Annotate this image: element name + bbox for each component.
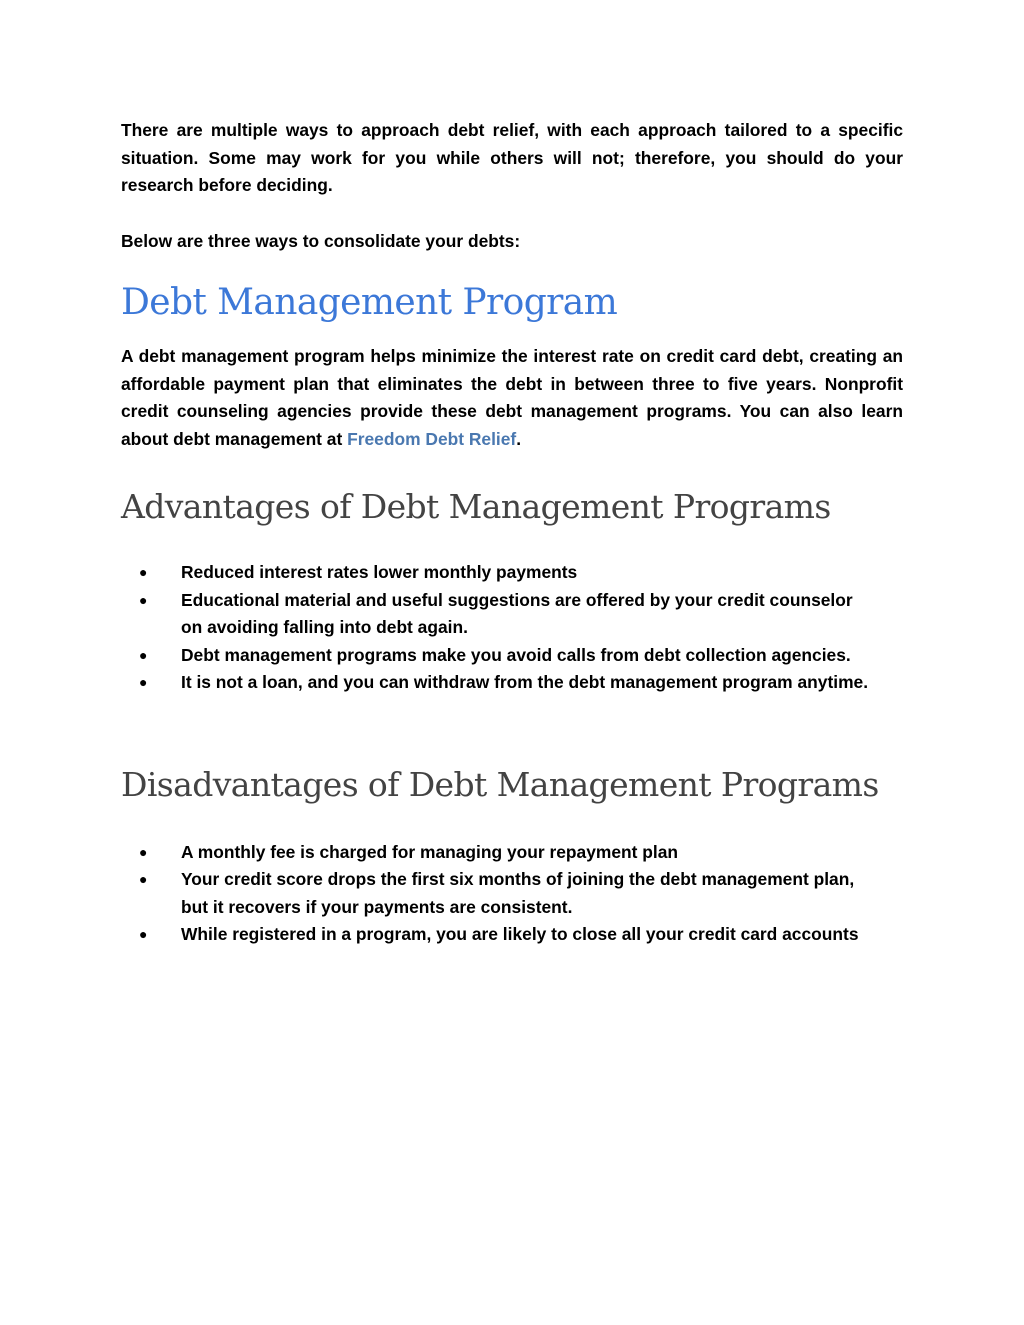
bullet-icon: ● [139,871,148,887]
list-item [121,559,871,587]
list-item [121,642,871,670]
bullet-icon: ● [139,591,148,608]
intro-lead-in: Below are three ways to consolidate your debts: [121,230,521,251]
heading-disadvantages: Disadvantages of Debt Management Programs [121,764,879,804]
list-item [121,921,871,949]
bullet-icon: ● [139,926,148,942]
bullet-icon: ● [139,564,148,580]
list-item-text: Educational material and useful suggestions are offered by your credit counselor on avoiding falling into debt again. [181,589,853,637]
advantages-list [121,559,903,697]
heading-debt-management-program: Debt Management Program [121,282,618,323]
list-item-text: Your credit score drops the first six months of joining the debt management plan, but it recovers if your payments are consistent. [181,869,855,917]
bullet-icon: ● [139,843,148,860]
intro-paragraph: There are multiple ways to approach debt relief, with each approach tailored to a specific situation. Some may work for you while others will not; therefore, you should do your research before deciding. [121,120,903,195]
document-page [121,117,903,949]
list-item [121,866,871,921]
list-item-text: It is not a loan, and you can withdraw from the debt management program anytime. [181,672,869,692]
list-item-text: While registered in a program, you are likely to close all your credit card accounts [181,924,859,944]
paragraph-spacer [121,200,903,228]
list-item-text: A monthly fee is charged for managing your repayment plan [181,841,679,862]
disadvantages-list [121,839,903,949]
list-item-text: Reduced interest rates lower monthly payments [181,562,578,582]
heading-advantages: Advantages of Debt Management Programs [121,487,831,526]
freedom-debt-relief-link[interactable]: Freedom Debt Relief [347,428,517,449]
bullet-icon: ● [139,646,148,663]
list-item-text: Debt management programs make you avoid calls from debt collection agencies. [181,644,851,665]
bullet-icon: ● [139,674,148,690]
list-item [121,669,871,697]
dmp-paragraph [121,343,903,453]
list-item [121,839,871,867]
list-item [121,587,871,642]
dmp-body-end: . [516,428,522,449]
dmp-body-text: A debt management program helps minimize the interest rate on credit card debt, creating an affordable payment plan that eliminates the debt in between three to five years. Nonprofit credit counseling agencies provide these debt management programs. You can also learn about debt management at [121,346,903,449]
